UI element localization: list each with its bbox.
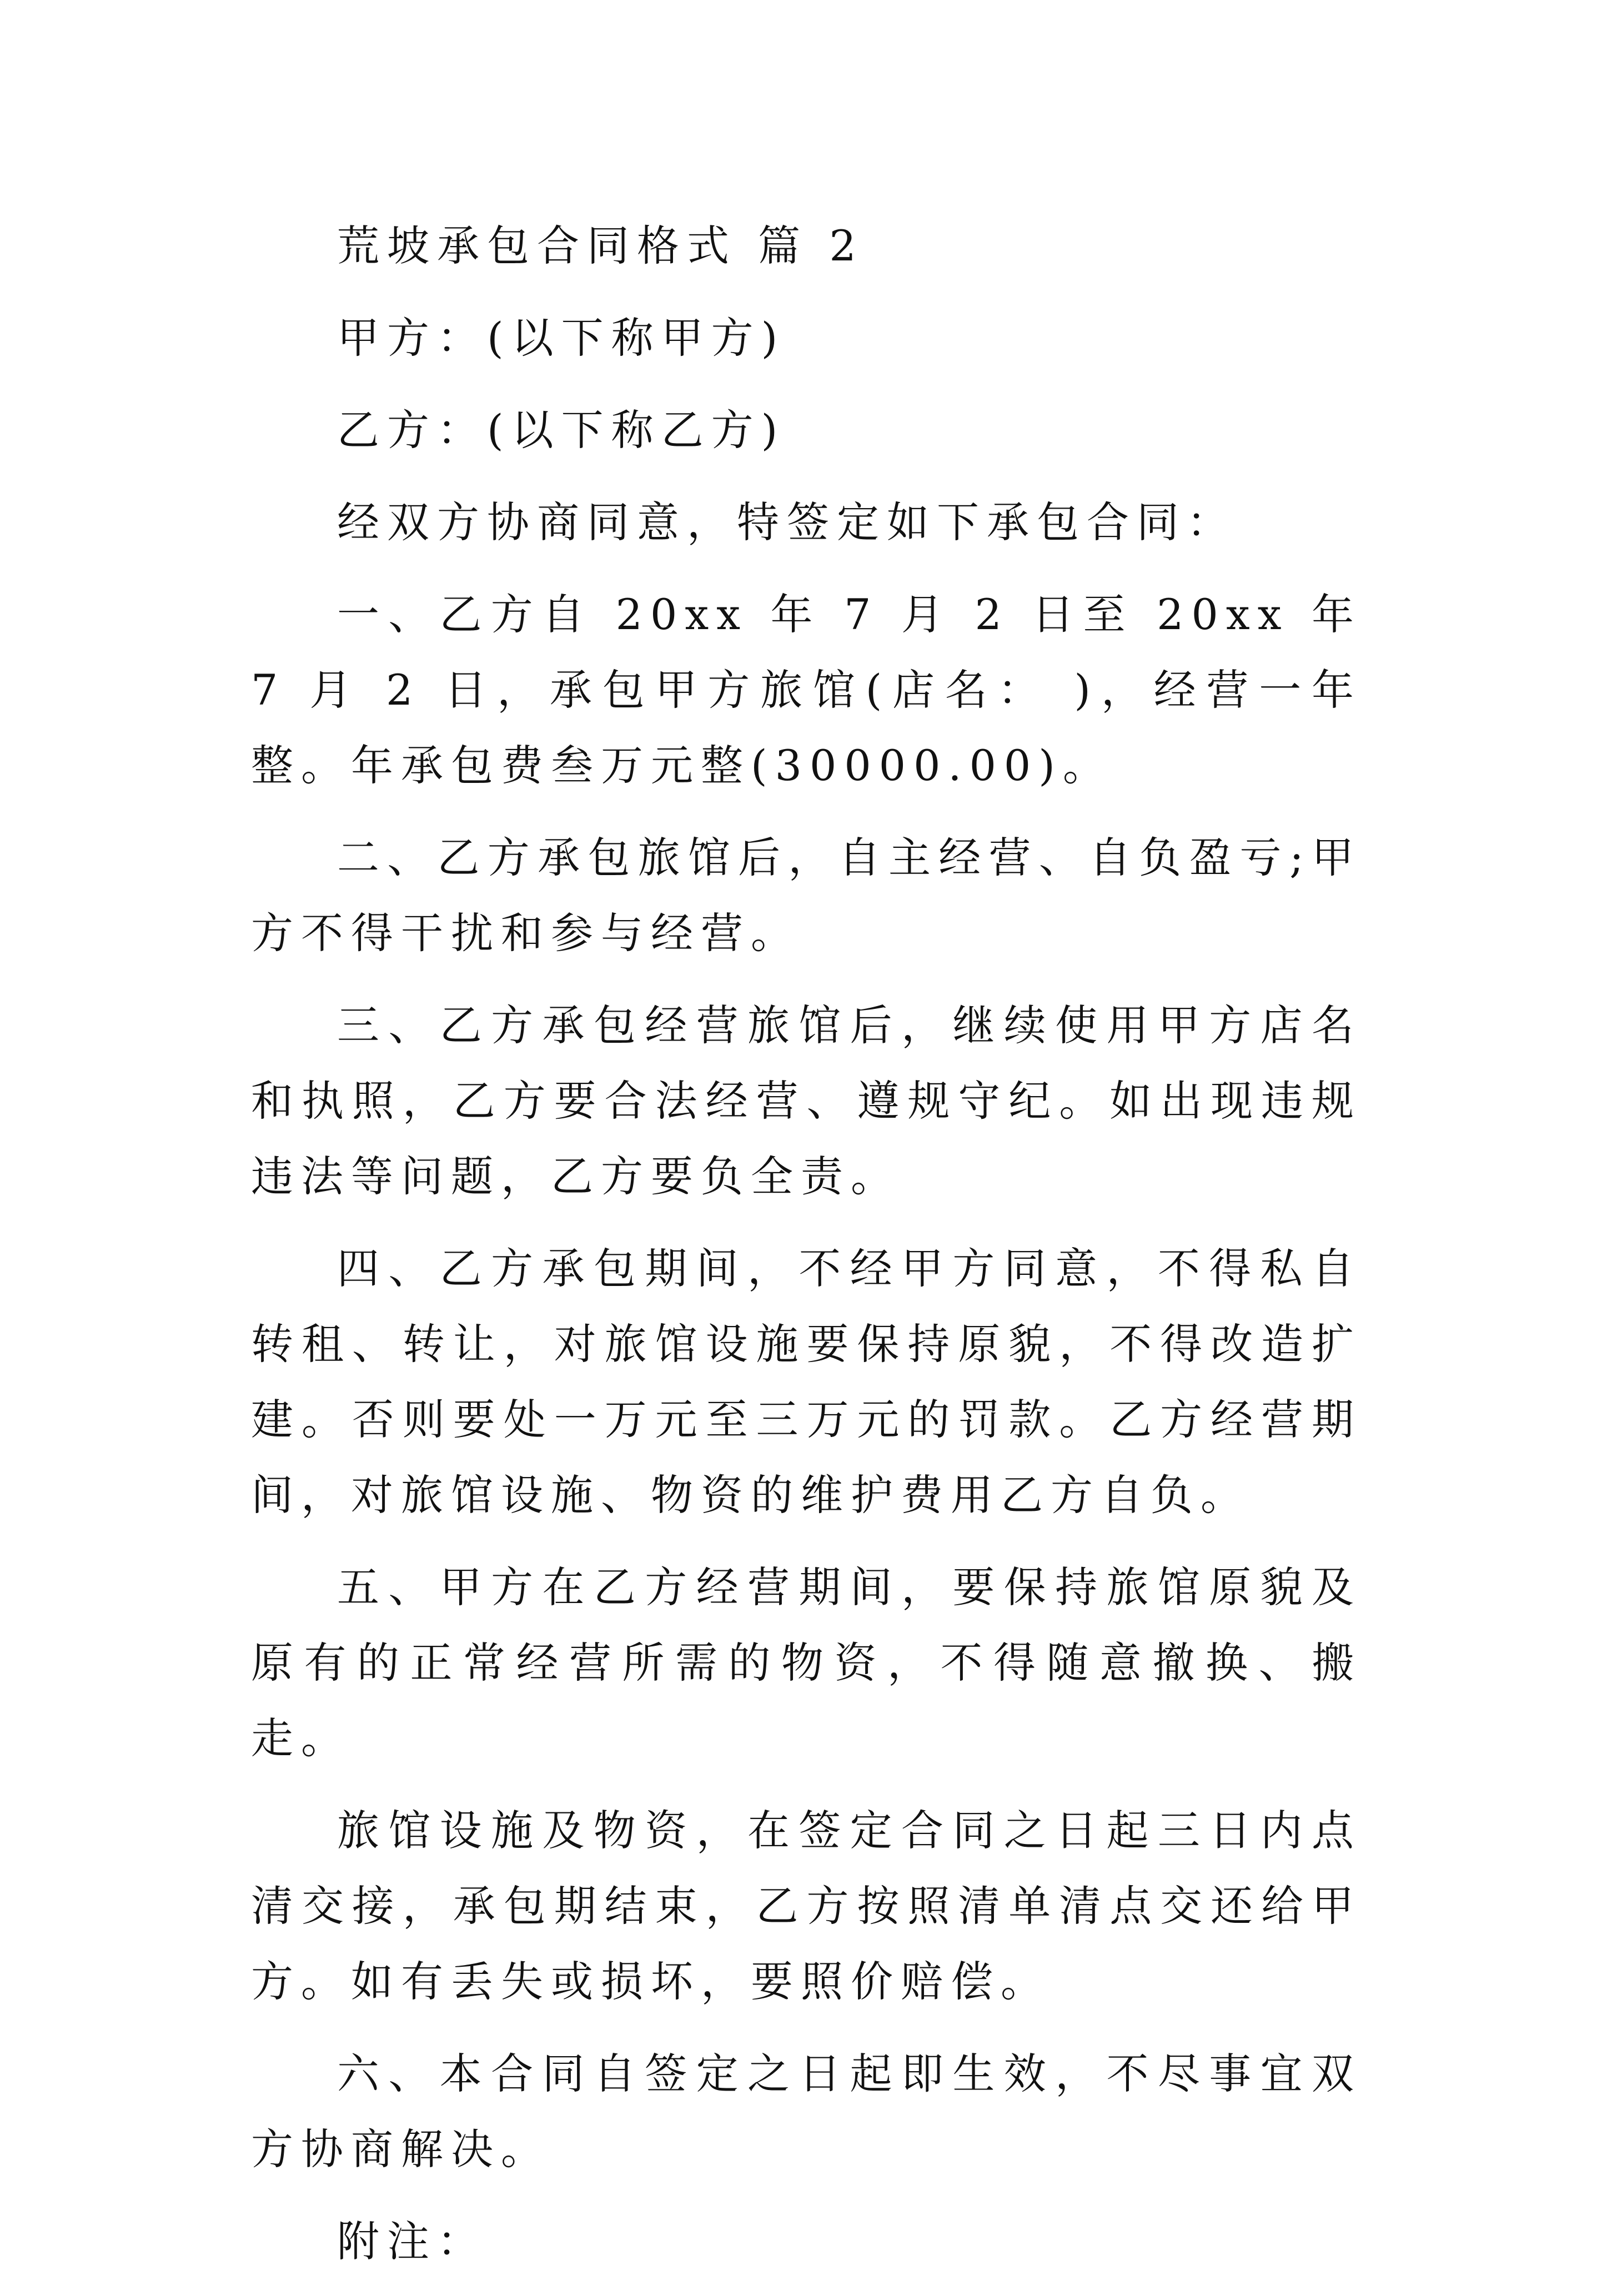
clause-2: 二、乙方承包旅馆后，自主经营、自负盈亏;甲方不得干扰和参与经营。 — [251, 833, 1362, 958]
clause-5: 五、甲方在乙方经营期间，要保持旅馆原貌及原有的正常经营所需的物资，不得随意撤换、搬走。 — [251, 1563, 1362, 1763]
clause-1: 一、乙方自 20xx 年 7 月 2 日至 20xx 年 7 月 2 日，承包甲方旅馆(店名： )，经营一年整。年承包费叁万元整(30000.00)。 — [251, 590, 1362, 790]
clause-4: 四、乙方承包期间，不经甲方同意，不得私自转租、转让，对旅馆设施要保持原貌，不得改造扩建。否则要处一万元至三万元的罚款。乙方经营期间，对旅馆设施、物资的维护费用乙方自负。 — [251, 1244, 1362, 1520]
intro-paragraph: 经双方协商同意，特签定如下承包合同： — [337, 498, 1237, 547]
party-b-line: 乙方：(以下称乙方) — [337, 405, 786, 455]
party-a-line: 甲方：(以下称甲方) — [337, 313, 786, 363]
clause-3: 三、乙方承包经营旅馆后，继续使用甲方店名和执照，乙方要合法经营、遵规守纪。如出现违规违法等问题，乙方要负全责。 — [251, 1001, 1362, 1201]
note-label: 附注： — [337, 2217, 487, 2266]
document-title: 荒坡承包合同格式 篇 2 — [337, 221, 864, 270]
clause-6: 六、本合同自签定之日起即生效，不尽事宜双方协商解决。 — [251, 2049, 1362, 2174]
document-body — [251, 208, 1362, 2296]
facilities-paragraph: 旅馆设施及物资，在签定合同之日起三日内点清交接，承包期结束，乙方按照清单清点交还给甲方。如有丢失或损坏，要照价赔偿。 — [251, 1806, 1362, 2006]
